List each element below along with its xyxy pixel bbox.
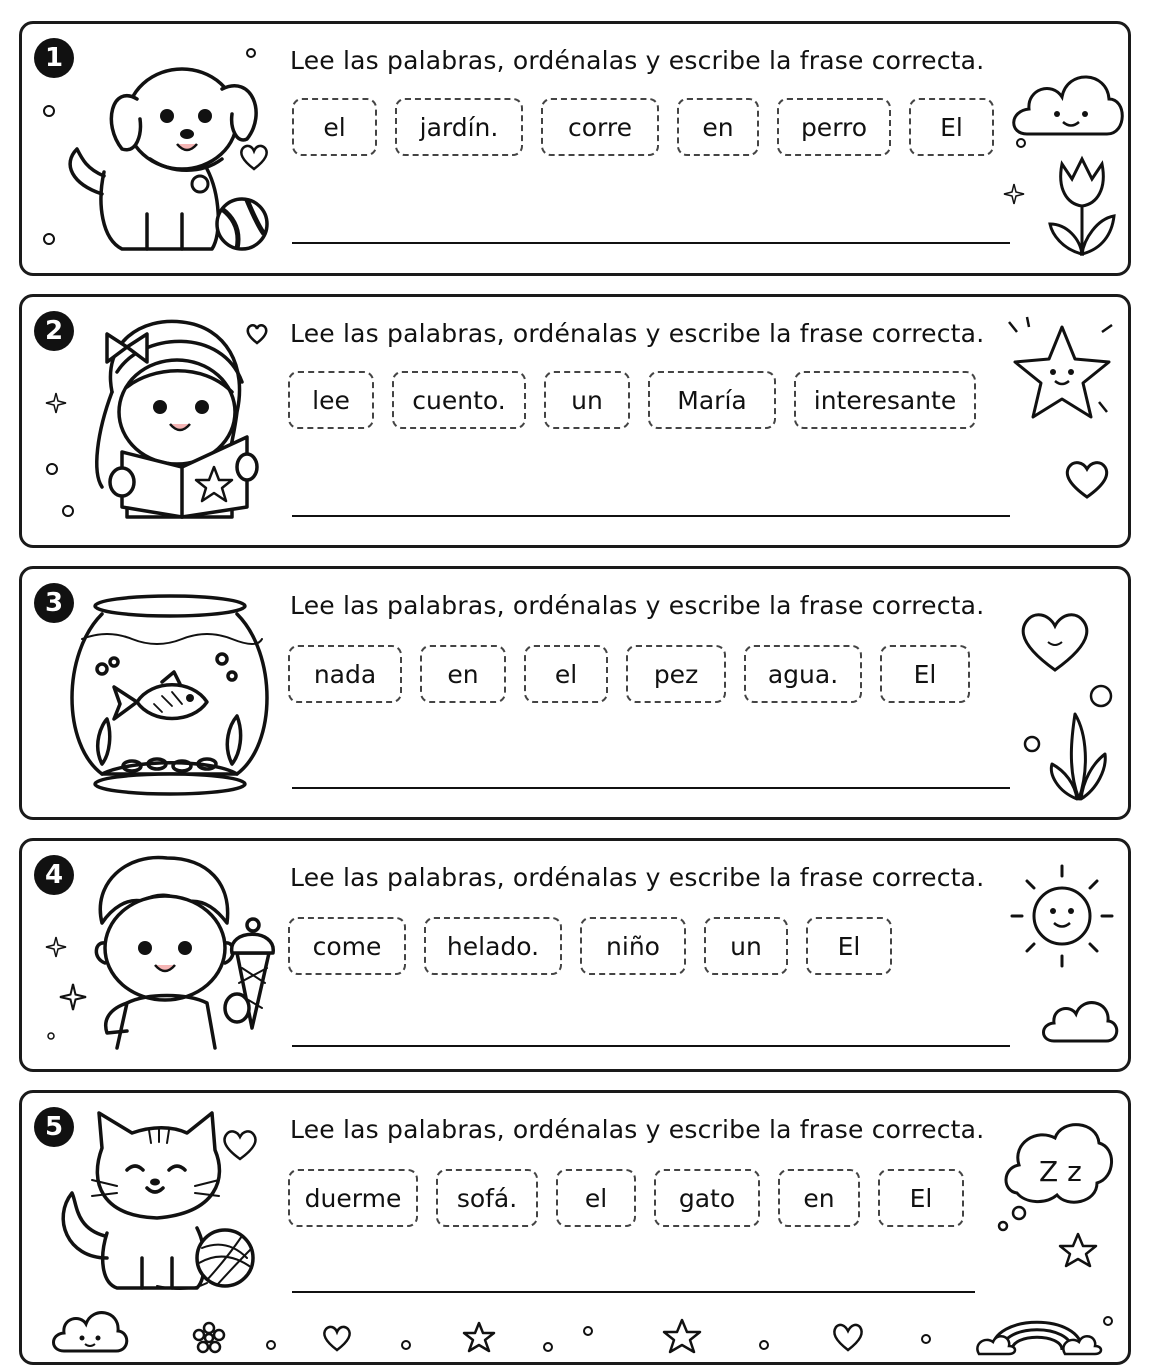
dot-icon: [1102, 1315, 1114, 1327]
word-tile[interactable]: en: [420, 645, 506, 703]
word-tile[interactable]: nada: [288, 645, 402, 703]
smiling-cloud-icon: [50, 1306, 130, 1356]
exercise-number: 5: [34, 1107, 74, 1147]
dot-icon: [46, 1031, 56, 1041]
exercise-number: 2: [34, 311, 74, 351]
word-tile[interactable]: El: [880, 645, 970, 703]
bubble-icon: [1088, 683, 1114, 709]
dot-icon: [42, 232, 56, 246]
word-tile[interactable]: niño: [580, 917, 686, 975]
exercise-number: 1: [34, 38, 74, 78]
answer-line[interactable]: [292, 515, 1010, 517]
word-tile[interactable]: gato: [654, 1169, 760, 1227]
bubble-icon: [1022, 734, 1042, 754]
dot-icon: [582, 1325, 594, 1337]
rainbow-icon: [977, 1288, 1097, 1360]
exercise-card-3: [19, 566, 1131, 820]
answer-line[interactable]: [292, 787, 1010, 789]
dot-icon: [920, 1333, 932, 1345]
dot-icon: [244, 46, 258, 60]
answer-line[interactable]: [292, 1045, 1010, 1047]
word-tile[interactable]: El: [806, 917, 892, 975]
answer-line[interactable]: [292, 242, 1010, 244]
star-icon: [1058, 1231, 1098, 1269]
word-tile[interactable]: agua.: [744, 645, 862, 703]
word-tile[interactable]: El: [909, 98, 994, 156]
dot-icon: [42, 104, 56, 118]
heart-icon: [830, 1321, 866, 1353]
seaweed-icon: [1047, 709, 1111, 804]
exercise-number: 3: [34, 583, 74, 623]
heart-icon: [237, 142, 271, 172]
sparkle-icon: [46, 393, 66, 413]
exercise-card-4: [19, 838, 1131, 1072]
dot-icon: [542, 1341, 554, 1353]
word-tile[interactable]: en: [778, 1169, 860, 1227]
word-bank: [288, 917, 892, 979]
dot-icon: [758, 1339, 770, 1351]
word-tile[interactable]: un: [704, 917, 788, 975]
answer-line[interactable]: [292, 1291, 975, 1293]
word-bank: [288, 371, 976, 433]
flower-icon: [192, 1321, 226, 1355]
thought-bubble-icon: [997, 1113, 1117, 1233]
star-icon: [662, 1318, 702, 1354]
word-tile[interactable]: interesante: [794, 371, 976, 429]
word-tile[interactable]: sofá.: [436, 1169, 538, 1227]
smiling-sun-icon: [1007, 861, 1117, 971]
smiling-cloud-icon: [1007, 59, 1127, 144]
tulip-icon: [1042, 154, 1122, 259]
word-tile[interactable]: El: [878, 1169, 964, 1227]
dot-icon: [400, 1339, 412, 1351]
word-tile[interactable]: come: [288, 917, 406, 975]
word-tile[interactable]: corre: [541, 98, 659, 156]
word-tile[interactable]: el: [524, 645, 608, 703]
instruction-text: Lee las palabras, ordénalas y escribe la frase correcta.: [290, 319, 985, 348]
instruction-text: Lee las palabras, ordénalas y escribe la frase correcta.: [290, 863, 985, 892]
word-tile[interactable]: lee: [288, 371, 374, 429]
fish-bowl-illustration: [62, 594, 277, 799]
word-tile[interactable]: María: [648, 371, 776, 429]
dot-icon: [44, 461, 60, 477]
dot-icon: [60, 503, 76, 519]
smiling-star-icon: [1007, 317, 1117, 422]
instruction-text: Lee las palabras, ordénalas y escribe la frase correcta.: [290, 591, 985, 620]
cloud-icon: [1040, 996, 1118, 1046]
word-tile[interactable]: un: [544, 371, 630, 429]
exercise-card-5: [19, 1090, 1131, 1365]
boy-with-ice-cream-illustration: [87, 853, 272, 1053]
heart-icon: [320, 1323, 354, 1353]
word-tile[interactable]: helado.: [424, 917, 562, 975]
word-tile[interactable]: jardín.: [395, 98, 523, 156]
word-bank: [288, 645, 970, 707]
word-bank: [288, 1169, 964, 1231]
girl-reading-illustration: [82, 312, 262, 527]
word-tile[interactable]: cuento.: [392, 371, 526, 429]
word-tile[interactable]: el: [292, 98, 377, 156]
word-tile[interactable]: perro: [777, 98, 891, 156]
dot-icon: [1014, 136, 1028, 150]
heart-icon: [1062, 457, 1112, 502]
exercise-number: 4: [34, 855, 74, 895]
sparkle-icon: [60, 984, 86, 1010]
word-tile[interactable]: duerme: [288, 1169, 418, 1227]
sparkle-icon: [46, 937, 66, 957]
dot-icon: [265, 1339, 277, 1351]
exercise-card-2: [19, 294, 1131, 548]
heart-icon: [244, 322, 270, 346]
smiling-heart-icon: [1015, 604, 1095, 676]
sparkle-icon: [1004, 184, 1024, 204]
word-bank: [292, 98, 994, 160]
sleep-z-text: Z z: [1039, 1155, 1082, 1188]
word-tile[interactable]: el: [556, 1169, 636, 1227]
instruction-text: Lee las palabras, ordénalas y escribe la frase correcta.: [290, 46, 985, 75]
word-tile[interactable]: pez: [626, 645, 726, 703]
star-icon: [462, 1321, 496, 1353]
instruction-text: Lee las palabras, ordénalas y escribe la frase correcta.: [290, 1115, 985, 1144]
exercise-card-1: [19, 21, 1131, 276]
word-tile[interactable]: en: [677, 98, 759, 156]
heart-icon: [220, 1127, 260, 1163]
